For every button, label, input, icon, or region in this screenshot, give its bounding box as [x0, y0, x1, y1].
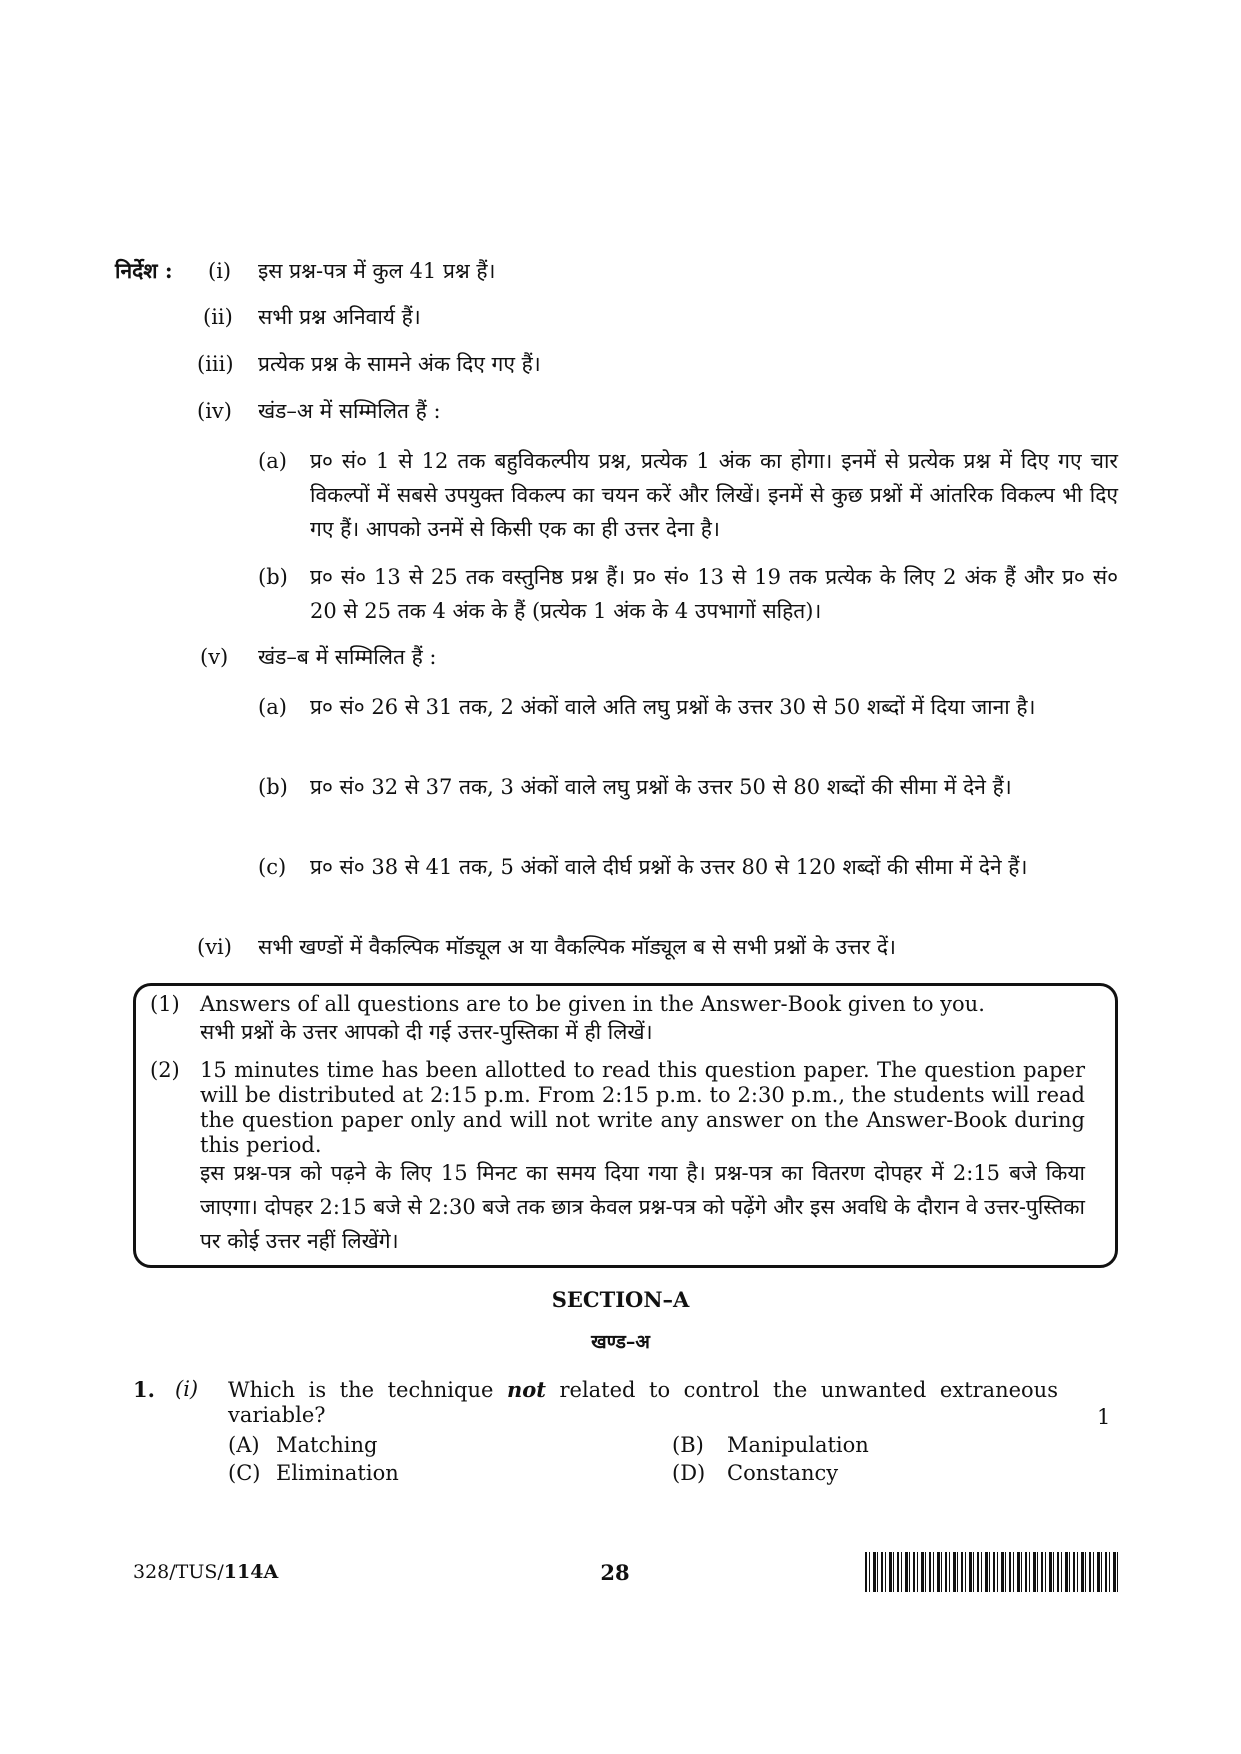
sub-instruction-text: प्र० सं० 38 से 41 तक, 5 अंकों वाले दीर्घ प्रश्नों के उत्तर 80 से 120 शब्दों की सीमा में देने हैं।: [310, 855, 1028, 879]
page-number: 28: [600, 1560, 630, 1585]
sub-instruction-num: (a): [258, 449, 287, 473]
option-label: (C): [228, 1461, 261, 1485]
instruction-text: खंड–ब में सम्मिलित हैं :: [258, 645, 437, 669]
sub-instruction-text: प्र० सं० 26 से 31 तक, 2 अंकों वाले अति लघु प्रश्नों के उत्तर 30 से 50 शब्दों में दिया जाना है।: [310, 695, 1036, 719]
sub-instruction-text: प्र० सं० 32 से 37 तक, 3 अंकों वाले लघु प्रश्नों के उत्तर 50 से 80 शब्दों की सीमा में देने हैं।: [310, 775, 1012, 799]
sub-instruction-num: (b): [258, 775, 288, 799]
barcode: [865, 1552, 1121, 1592]
instruction-num: (iii): [197, 352, 234, 376]
question-text: [228, 1377, 1058, 1428]
instruction-num: (i): [208, 259, 232, 283]
paper-code-prefix: 328/TUS/: [133, 1561, 224, 1583]
sub-instruction-num: (a): [258, 695, 287, 719]
question-text-after: related to control the unwanted extraneous variable?: [228, 1378, 1058, 1427]
paper-code: [133, 1560, 278, 1585]
notice-text-hi: इस प्रश्न-पत्र को पढ़ने के लिए 15 मिनट का समय दिया गया है। प्रश्न-पत्र का वितरण दोपहर में 2:15 बजे किया जाएगा। दोपहर 2:15 बजे से 2:30 बजे तक छात्र केवल प्रश्न-पत्र को पढ़ेंगे और इस अवधि के दौरान वे उत्तर-पुस्तिका पर कोई उत्तर नहीं लिखेंगे।: [200, 1161, 1085, 1253]
question-text-before: Which is the technique: [228, 1378, 494, 1402]
option-label: (A): [228, 1433, 260, 1457]
notice-text-en: Answers of all questions are to be given in the Answer-Book given to you.: [200, 992, 985, 1016]
option-text: Manipulation: [727, 1433, 869, 1457]
option-text: Matching: [276, 1433, 378, 1457]
sub-instruction-text: प्र० सं० 1 से 12 तक बहुविकल्पीय प्रश्न, प्रत्येक 1 अंक का होगा। इनमें से प्रत्येक प्रश्न में दिए गए चार विकल्पों में सबसे उपयुक्त विकल्प का चयन करें और लिखें। इनमें से कुछ प्रश्नों में आंतरिक विकल्प भी दिए गए हैं। आपको उनमें से किसी एक का ही उत्तर देना है।: [310, 449, 1118, 541]
section-title: SECTION–A: [551, 1287, 690, 1312]
option-label: (D): [672, 1461, 706, 1485]
paper-code-bold: 114A: [223, 1561, 279, 1583]
notice-num: (2): [150, 1058, 180, 1082]
question-emphasis: not: [506, 1377, 546, 1402]
instructions-heading: निर्देश :: [115, 258, 173, 283]
instruction-text: खंड–अ में सम्मिलित हैं :: [258, 399, 441, 423]
question-part: (i): [175, 1377, 199, 1401]
option-text: Elimination: [276, 1461, 399, 1485]
question-marks: 1: [1097, 1405, 1111, 1429]
notice-num: (1): [150, 992, 180, 1016]
instruction-num: (vi): [197, 935, 232, 959]
notice-text-en: 15 minutes time has been allotted to read this question paper. The question paper will be distributed at 2:15 p.m. From 2:15 p.m. to 2:30 p.m., the students will read the question paper only and will not write any answer on the Answer-Book during this period.: [200, 1058, 1085, 1157]
instruction-text: प्रत्येक प्रश्न के सामने अंक दिए गए हैं।: [258, 352, 541, 376]
notice-text-hi: सभी प्रश्नों के उत्तर आपको दी गई उत्तर-पुस्तिका में ही लिखें।: [200, 1020, 653, 1044]
option-label: (B): [672, 1433, 704, 1457]
option-text: Constancy: [727, 1461, 839, 1485]
instruction-text: सभी प्रश्न अनिवार्य हैं।: [258, 305, 421, 329]
question-number: 1.: [133, 1377, 155, 1402]
instruction-num: (ii): [203, 305, 233, 329]
instruction-num: (v): [200, 645, 229, 669]
section-title-hindi: खण्ड–अ: [591, 1331, 650, 1353]
sub-instruction-text: प्र० सं० 13 से 25 तक वस्तुनिष्ठ प्रश्न हैं। प्र० सं० 13 से 19 तक प्रत्येक के लिए 2 अंक हैं और प्र० सं० 20 से 25 तक 4 अंक के हैं (प्रत्येक 1 अंक के 4 उपभागों सहित)।: [310, 565, 1118, 623]
instruction-num: (iv): [197, 399, 232, 423]
instruction-text: सभी खण्डों में वैकल्पिक मॉड्यूल अ या वैकल्पिक मॉड्यूल ब से सभी प्रश्नों के उत्तर दें।: [258, 935, 896, 959]
instruction-text: इस प्रश्न-पत्र में कुल 41 प्रश्न हैं।: [258, 259, 496, 283]
sub-instruction-num: (b): [258, 565, 288, 589]
sub-instruction-num: (c): [258, 855, 287, 879]
